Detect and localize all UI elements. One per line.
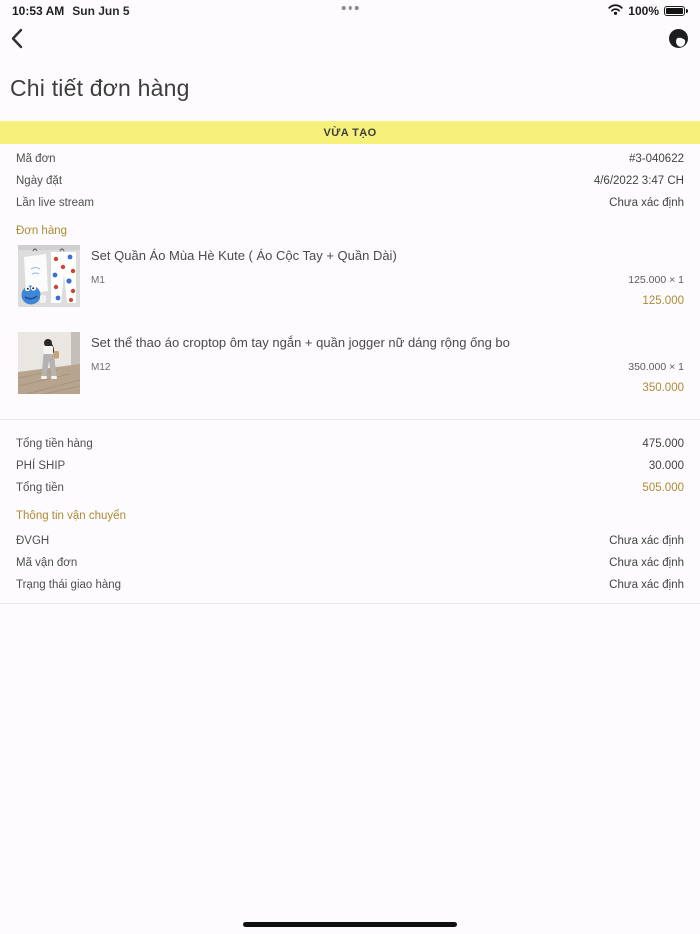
home-indicator[interactable] (243, 922, 457, 927)
subtotal-value: 475.000 (642, 438, 684, 450)
order-code-value: #3-040622 (629, 153, 684, 165)
order-status-label: VỪA TẠO (323, 126, 377, 139)
order-date-value: 4/6/2022 3:47 CH (593, 175, 684, 187)
grand-total-row (0, 477, 700, 499)
product-price-qty-1: 125.000 × 1 (628, 274, 684, 286)
shipping-fee-value: 30.000 (648, 460, 684, 472)
product-image-2 (18, 332, 80, 394)
carrier-row (0, 530, 700, 552)
shipping-section (0, 530, 700, 596)
totals-section (0, 424, 700, 499)
delivery-status-label: Trạng thái giao hàng (16, 579, 122, 591)
product-line-total-1: 125.000 (642, 295, 684, 307)
battery-icon (664, 6, 688, 17)
product-price-qty-2: 350.000 × 1 (628, 361, 684, 373)
product-image-1 (18, 245, 80, 307)
delivery-status-value: Chưa xác định (609, 579, 684, 591)
product-sku-2: M12 (91, 361, 111, 373)
subtotal-row (0, 433, 700, 455)
order-items-section-title: Đơn hàng (16, 225, 68, 237)
battery-percent: 100% (628, 4, 659, 18)
carrier-label: ĐVGH (16, 535, 50, 547)
shipping-fee-row (0, 455, 700, 477)
product-line-total-2: 350.000 (642, 382, 684, 394)
nav-bar (0, 22, 700, 60)
status-time: 10:53 AM (12, 4, 65, 18)
carrier-value: Chưa xác định (609, 535, 684, 547)
status-bar (0, 0, 700, 22)
tracking-code-label: Mã vận đơn (16, 557, 78, 569)
status-date: Sun Jun 5 (72, 4, 130, 18)
wifi-icon (608, 4, 623, 18)
shipping-fee-label: PHÍ SHIP (16, 460, 66, 472)
tracking-code-value: Chưa xác định (609, 557, 684, 569)
back-button[interactable] (10, 27, 38, 55)
chevron-left-icon (10, 28, 23, 54)
multitask-dots-icon (342, 6, 359, 10)
livestream-label: Lần live stream (16, 197, 94, 209)
order-code-label: Mã đơn (16, 153, 56, 165)
tracking-code-row (0, 552, 700, 574)
shipping-section-title: Thông tin vận chuyển (16, 510, 126, 522)
order-status-banner (0, 121, 700, 144)
delivery-status-row (0, 574, 700, 596)
user-avatar-icon (668, 28, 689, 54)
subtotal-label: Tổng tiền hàng (16, 438, 93, 450)
grand-total-value: 505.000 (642, 482, 684, 494)
order-date-label: Ngày đặt (16, 175, 63, 187)
product-sku-1: M1 (91, 274, 105, 286)
order-info-section (0, 148, 700, 214)
divider-above-totals (0, 419, 700, 420)
page-title: Chi tiết đơn hàng (10, 75, 190, 101)
divider-below-shipping (0, 603, 700, 604)
product-name-2: Set thể thao áo croptop ôm tay ngắn + quần jogger nữ dáng rộng ống bo (91, 335, 510, 350)
order-code-row (0, 148, 700, 170)
livestream-row (0, 192, 700, 214)
account-avatar-button[interactable] (666, 29, 690, 53)
grand-total-label: Tổng tiền (16, 482, 64, 494)
livestream-value: Chưa xác định (609, 197, 684, 209)
product-item-2[interactable] (0, 332, 700, 394)
product-name-1: Set Quần Áo Mùa Hè Kute ( Áo Cộc Tay + Quần Dài) (91, 248, 397, 263)
order-date-row (0, 170, 700, 192)
product-item-1[interactable] (0, 245, 700, 307)
